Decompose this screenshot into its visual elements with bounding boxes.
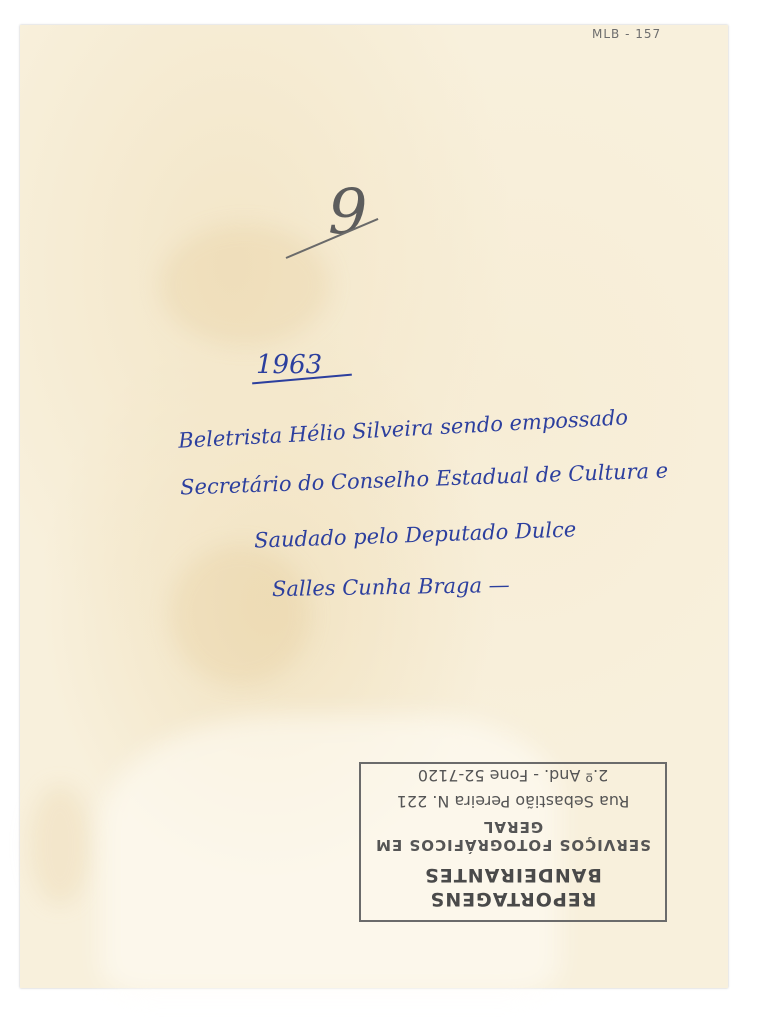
paper-stain [30,785,90,905]
reference-code: MLB - 157 [592,27,662,41]
stamp-phone: 2.º And. - Fone 52-7120 [417,766,609,785]
stamp-title: REPORTAGENS BANDEIRANTES [424,864,602,910]
caption-line-2: Secretário do Conselho Estadual de Cultura e [179,458,669,500]
paper-stain [170,545,310,685]
caption-line-4: Salles Cunha Braga — [271,572,510,602]
stamp-address: Rua Sebastião Pereira N. 221 [396,792,630,811]
stamp-subtitle: SERVIÇOS FOTOGRÁFICOS EM GERAL [375,817,651,855]
caption-year: 1963 [256,350,323,380]
caption-line-3: Saudado pelo Deputado Dulce [253,517,577,553]
caption-line-1: Beletrista Hélio Silveira sendo empossado [177,405,629,453]
paper-stain [160,225,330,345]
studio-stamp [359,762,667,922]
photo-back [20,25,728,988]
large-pencil-number: 9 [328,175,368,248]
